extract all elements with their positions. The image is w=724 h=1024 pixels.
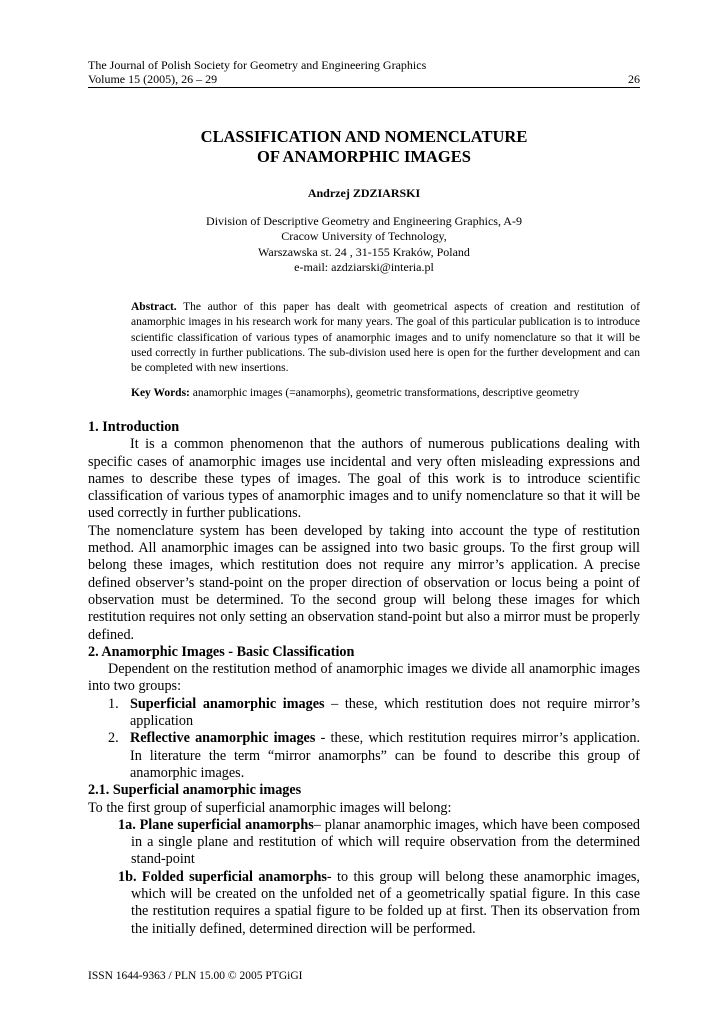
affiliation [88,214,640,275]
affiliation-line-2: Cracow University of Technology, [281,229,447,244]
keywords-text: anamorphic images (=anamorphs), geometric transformations, descriptive geometry [189,387,580,399]
sublist-item-term: 1a. Plane superficial anamorphs [118,816,314,833]
sublist-item [88,869,640,938]
list-item-number: 1. [108,695,119,712]
keywords [131,386,640,401]
list-item-term: Superficial anamorphic images [130,695,325,712]
journal-name: The Journal of Polish Society for Geometry and Engineering Graphics [88,58,427,72]
page-number: 26 [628,72,640,86]
section-2-1-heading: 2.1. Superficial anamorphic images [88,782,302,799]
affiliation-email: e-mail: azdziarski@interia.pl [294,259,434,274]
keywords-label: Key Words: [131,387,190,399]
header-rule [88,87,640,88]
sublist-item-text: – planar anamorphic images, which have been composed in a single plane and restitution of which will require observation from the determined stand-point [131,816,640,868]
author-name: Andrzej ZDZIARSKI [307,186,421,200]
sublist-item-text: - to this group will belong these anamorphic images, which will be created on the unfolded net of a geometrically spatial figure. In this case the restitution requires a spatial figure to be folded up at first. Then its observation from the initially defined, determined direction will be performed. [131,868,640,937]
abstract [131,300,640,376]
running-header [88,72,640,86]
affiliation-line-1: Division of Descriptive Geometry and Engineering Graphics, A-9 [206,214,522,228]
abstract-text: The author of this paper has dealt with geometrical aspects of creation and restitution of anamorphic images in his research work for many years. The goal of this particular publication is to introduce scientific classification of various types of anamorphic images and to unify nomenclature so that it will be used correctly in further publications. The sub-division used here is open for the further development and can be completed with new insertions. [131,301,640,375]
sublist-item-term: 1b. Folded superficial anamorphs [118,868,327,885]
list-item [88,730,640,782]
paper-title [88,127,640,167]
affiliation-line-3: Warszawska st. 24 , 31-155 Kraków, Poland [258,244,470,259]
title-line-2: OF ANAMORPHIC IMAGES [257,147,471,166]
list-item-text: - these, which restitution requires mirror’s application. In literature the term “mirror anamorphs” can be found to describe this group of anamorphic images. [130,730,641,781]
abstract-label: Abstract. [131,301,177,313]
section-2-1-intro: To the first group of superficial anamorphic images will belong: [88,799,452,816]
title-line-1: CLASSIFICATION AND NOMENCLATURE [200,127,528,146]
section-2-heading: 2. Anamorphic Images - Basic Classification [88,643,355,660]
list-item [88,696,640,731]
section-1-paragraph-2: The nomenclature system has been developed by taking into account the type of restitution method. All anamorphic images can be assigned into two basic groups. To the first group will belong these images, which restitution does not require any mirror’s application. A precise defined observer’s stand-point on the proper direction of observation or locus being a point of observation must be determined. To the second group will belong these images for which restitution requires not only setting an observation stand-point but also a mirror must be properly defined. [88,522,640,643]
section-2-intro: Dependent on the restitution method of anamorphic images we divide all anamorphic images into two groups: [88,661,640,695]
section-1-heading: 1. Introduction [88,419,180,435]
footer-issn: ISSN 1644-9363 / PLN 15.00 © 2005 PTGiGI [88,970,303,982]
list-item-term: Reflective anamorphic images [130,730,316,747]
sublist-item [88,817,640,869]
volume-info: Volume 15 (2005), 26 – 29 [88,72,218,86]
section-1-paragraph-1: It is a common phenomenon that the authors of numerous publications dealing with specific cases of anamorphic images use incidental and very often misleading expressions and names to describe these types of images. The goal of this work is to introduce scientific classification of various types of anamorphic images and to unify nomenclature so that it will be used correctly in further publications. [88,436,640,522]
list-item-text: – these, which restitution does not require mirror’s application [130,695,640,730]
list-item-number: 2. [108,730,119,747]
body-text [88,419,640,938]
